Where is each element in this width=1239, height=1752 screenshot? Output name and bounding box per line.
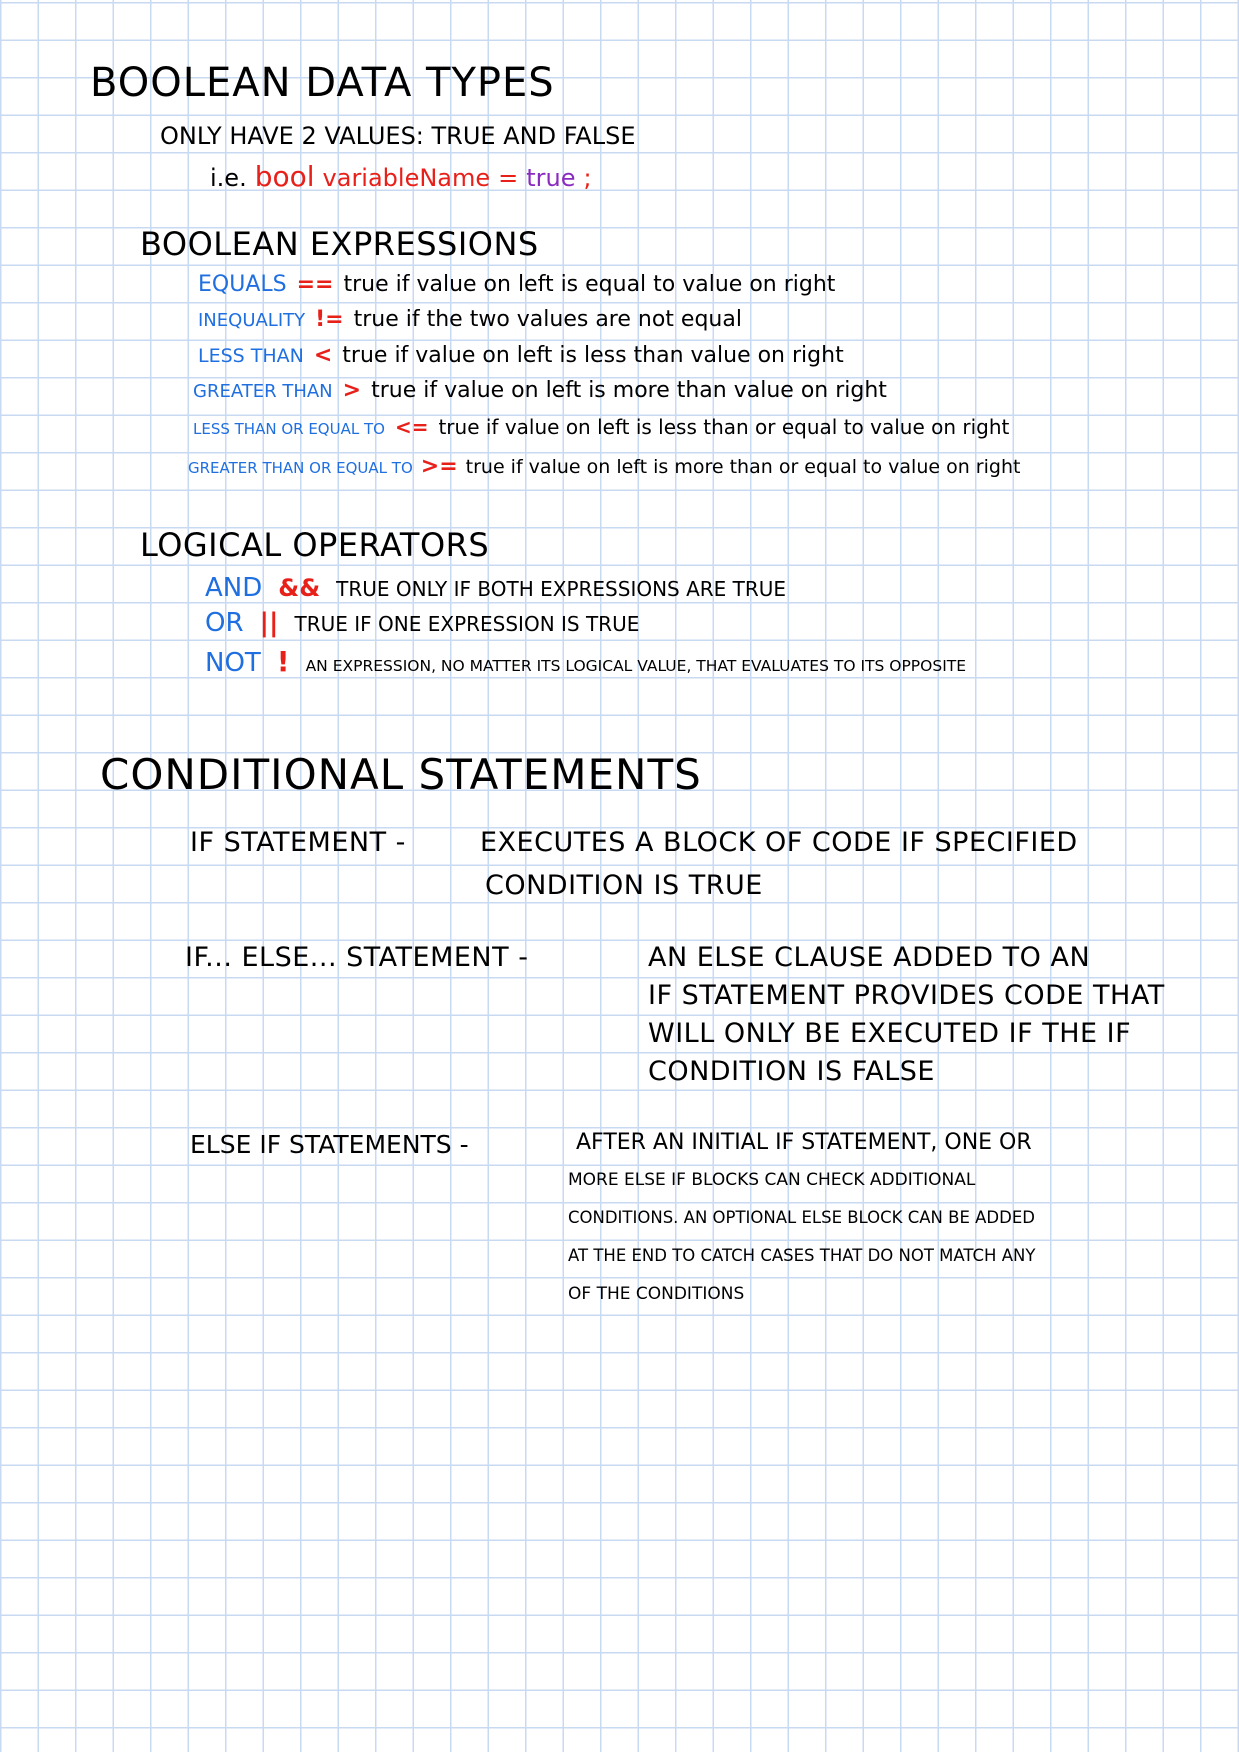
logical-row — [205, 645, 966, 678]
example-variable: variableName — [322, 164, 491, 192]
else-if-def-line: OF THE CONDITIONS — [568, 1284, 745, 1304]
example-semicolon: ; — [583, 164, 592, 192]
expression-desc: true if value on left is equal to value on right — [343, 272, 836, 297]
example-keyword: bool — [254, 160, 315, 193]
logical-operator: && — [278, 574, 321, 602]
else-if-def-line: AT THE END TO CATCH CASES THAT DO NOT MATCH ANY — [568, 1246, 1036, 1265]
expression-row — [188, 454, 1020, 479]
expression-name: LESS THAN — [198, 345, 304, 367]
if-else-def-line: CONDITION IS FALSE — [648, 1056, 935, 1087]
example-value: true — [526, 164, 576, 192]
logical-desc: AN EXPRESSION, NO MATTER ITS LOGICAL VALUE, THAT EVALUATES TO ITS OPPOSITE — [305, 657, 967, 675]
expression-desc: true if value on left is less than value on right — [342, 343, 844, 368]
expression-row — [198, 307, 742, 332]
logical-name: OR — [205, 608, 244, 638]
expression-operator: <= — [394, 415, 429, 439]
expression-name: EQUALS — [198, 272, 287, 297]
logical-desc: TRUE ONLY IF BOTH EXPRESSIONS ARE TRUE — [336, 577, 787, 601]
if-term: IF STATEMENT - — [190, 827, 406, 858]
logical-name: NOT — [205, 648, 261, 678]
if-def-line: EXECUTES A BLOCK OF CODE IF SPECIFIED — [480, 827, 1078, 858]
expression-name: INEQUALITY — [198, 310, 306, 331]
logical-operator: ! — [276, 645, 290, 678]
else-if-term: ELSE IF STATEMENTS - — [190, 1130, 469, 1159]
if-else-def-line: AN ELSE CLAUSE ADDED TO AN — [648, 942, 1091, 973]
expression-operator: > — [342, 378, 362, 403]
if-else-def-line: IF STATEMENT PROVIDES CODE THAT — [648, 980, 1165, 1011]
logical-name: AND — [205, 573, 263, 603]
expression-name: LESS THAN OR EQUAL TO — [193, 420, 385, 438]
expression-row — [198, 272, 835, 297]
else-if-def-line: MORE ELSE IF BLOCKS CAN CHECK ADDITIONAL — [568, 1170, 976, 1190]
if-else-def-line: WILL ONLY BE EXECUTED IF THE IF — [648, 1018, 1132, 1049]
boolean-title: BOOLEAN DATA TYPES — [90, 60, 555, 106]
logical-operator: || — [259, 608, 279, 638]
conditional-title: CONDITIONAL STATEMENTS — [100, 750, 702, 799]
expression-operator: >= — [420, 454, 458, 479]
expression-name: GREATER THAN OR EQUAL TO — [188, 459, 413, 477]
if-def-line: CONDITION IS TRUE — [485, 870, 763, 901]
else-if-def-line: CONDITIONS. AN OPTIONAL ELSE BLOCK CAN BE ADDED — [568, 1208, 1035, 1227]
expression-desc: true if value on left is more than value on right — [371, 378, 887, 403]
expression-operator: == — [296, 272, 334, 297]
boolean-example — [210, 160, 592, 193]
expression-desc: true if value on left is more than or equal to value on right — [465, 456, 1021, 478]
logical-row — [205, 608, 639, 638]
else-if-def-line: AFTER AN INITIAL IF STATEMENT, ONE OR — [576, 1130, 1032, 1155]
expression-name: GREATER THAN — [193, 381, 333, 402]
logical-title: LOGICAL OPERATORS — [140, 526, 490, 564]
expressions-title: BOOLEAN EXPRESSIONS — [140, 225, 539, 263]
expression-row — [193, 415, 1009, 439]
example-assign: = — [498, 164, 519, 192]
expression-desc: true if value on left is less than or equal to value on right — [438, 415, 1010, 439]
expression-row — [198, 343, 844, 368]
expression-operator: != — [315, 307, 344, 332]
logical-row — [205, 573, 786, 603]
expression-desc: true if the two values are not equal — [353, 307, 742, 332]
if-else-term: IF... ELSE... STATEMENT - — [185, 942, 529, 973]
logical-desc: TRUE IF ONE EXPRESSION IS TRUE — [294, 612, 640, 636]
boolean-subtitle: ONLY HAVE 2 VALUES: TRUE AND FALSE — [160, 122, 636, 150]
example-prefix: i.e. — [210, 164, 247, 192]
expression-row — [193, 378, 887, 403]
expression-operator: < — [313, 343, 333, 368]
